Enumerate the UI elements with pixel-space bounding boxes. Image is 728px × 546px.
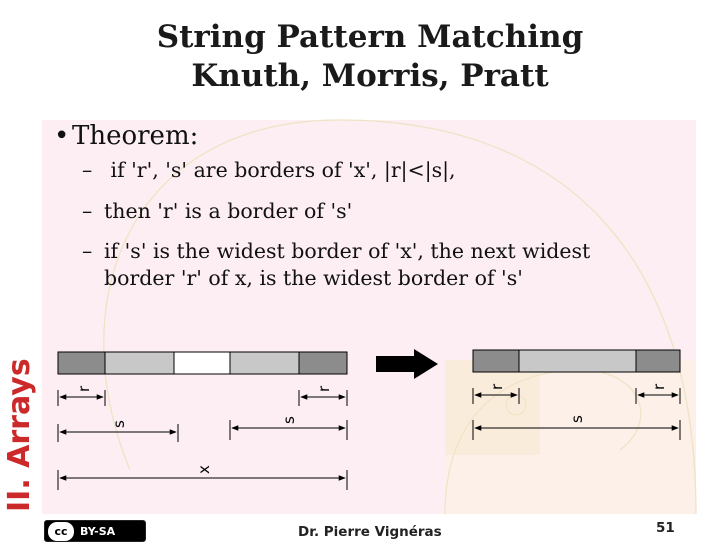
- label-r-right: r: [650, 383, 668, 390]
- sub-item-3-continued: border 'r' of x, is the widest border of 's': [104, 266, 523, 290]
- segment-middle: [174, 352, 230, 374]
- dash-glyph: –: [82, 158, 93, 182]
- bullet-dot: •: [54, 121, 70, 151]
- footer-author: Dr. Pierre Vignéras: [298, 524, 442, 540]
- transition-arrow: [376, 349, 438, 379]
- label-r-left: r: [488, 383, 506, 390]
- dash-glyph: –: [82, 199, 93, 223]
- section-label: II. Arrays: [2, 358, 37, 512]
- sub-item-3-text: if 's' is the widest border of 'x', the next widest: [104, 239, 591, 263]
- segment-s-left: [105, 352, 174, 374]
- segment-r-right: [636, 350, 680, 372]
- label-r-right: r: [315, 385, 333, 392]
- label-s: s: [568, 415, 586, 423]
- label-r-left: r: [75, 385, 93, 392]
- segment-s-middle: [519, 350, 636, 372]
- sub-item-2-text: then 'r' is a border of 's': [104, 199, 353, 223]
- segment-r-left: [58, 352, 105, 374]
- page-number: 51: [656, 520, 675, 536]
- segment-s-right: [230, 352, 299, 374]
- right-string-bar: [473, 350, 680, 372]
- title-line-1: String Pattern Matching: [156, 19, 584, 55]
- label-s-left: s: [110, 420, 128, 428]
- label-x: x: [195, 465, 213, 474]
- license-badge[interactable]: [44, 520, 146, 542]
- label-s-right: s: [280, 416, 298, 424]
- dash-glyph: –: [82, 239, 93, 263]
- license-text: BY-SA: [80, 524, 116, 538]
- title-line-2: Knuth, Morris, Pratt: [191, 58, 549, 94]
- left-string-bar: [58, 352, 347, 374]
- theorem-label: Theorem:: [72, 121, 199, 151]
- sub-item-1-text: if 'r', 's' are borders of 'x', |r|<|s|,: [104, 158, 456, 182]
- segment-r-right: [299, 352, 347, 374]
- creative-commons-icon: cc: [48, 522, 74, 541]
- segment-r-left: [473, 350, 519, 372]
